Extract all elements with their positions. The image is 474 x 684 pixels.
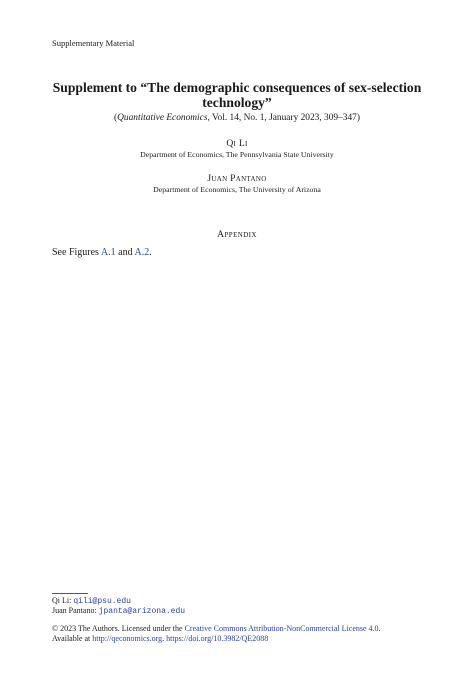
license-line — [52, 624, 442, 633]
author-affiliation-1: Department of Economics, The Pennsylvania State University — [140, 150, 334, 159]
email-link-juan[interactable]: jpanta@arizona.edu — [98, 607, 186, 616]
appendix-heading: Appendix — [217, 229, 257, 240]
footnote-qi — [52, 596, 131, 606]
body-prefix: See Figures — [52, 247, 101, 258]
doi-link[interactable]: https://doi.org/10.3982/QE2088 — [166, 634, 269, 643]
footnote-qi-label: Qi Li: — [52, 596, 74, 605]
citation-open: ( — [114, 113, 118, 123]
footnote-rule — [52, 593, 88, 594]
availability-line — [52, 634, 268, 643]
title-line-2: technology” — [202, 95, 272, 110]
paper-title — [40, 80, 434, 110]
footnote-juan — [52, 606, 185, 616]
site-link[interactable]: http://qeconomics.org — [92, 634, 163, 643]
body-suffix: . — [149, 247, 152, 258]
figure-link-a1[interactable]: A.1 — [100, 247, 116, 258]
availability-sep: . — [162, 634, 167, 643]
availability-text: Available at — [52, 634, 93, 643]
email-link-qi[interactable]: qili@psu.edu — [73, 597, 131, 606]
title-line-1: Supplement to “The demographic consequences of sex-selection — [52, 80, 422, 95]
author-affiliation-2: Department of Economics, The University of Arizona — [153, 185, 321, 194]
citation-journal: Quantitative Economics — [117, 113, 208, 123]
author-name-1: Qi Li — [226, 138, 248, 149]
running-header: Supplementary Material — [52, 38, 135, 48]
license-end: . — [378, 624, 381, 633]
license-link[interactable]: Creative Commons Attribution-NonCommercial License 4.0 — [184, 624, 379, 633]
license-text: © 2023 The Authors. Licensed under the — [52, 624, 185, 633]
author-name-2: Juan Pantano — [207, 173, 267, 184]
citation — [40, 113, 434, 123]
title-block — [40, 80, 434, 123]
citation-details: , Vol. 14, No. 1, January 2023, 309–347) — [207, 113, 360, 123]
body-paragraph — [52, 247, 152, 258]
figure-link-a2[interactable]: A.2 — [134, 247, 150, 258]
body-conj: and — [115, 247, 135, 258]
footnote-juan-label: Juan Pantano: — [52, 606, 99, 615]
